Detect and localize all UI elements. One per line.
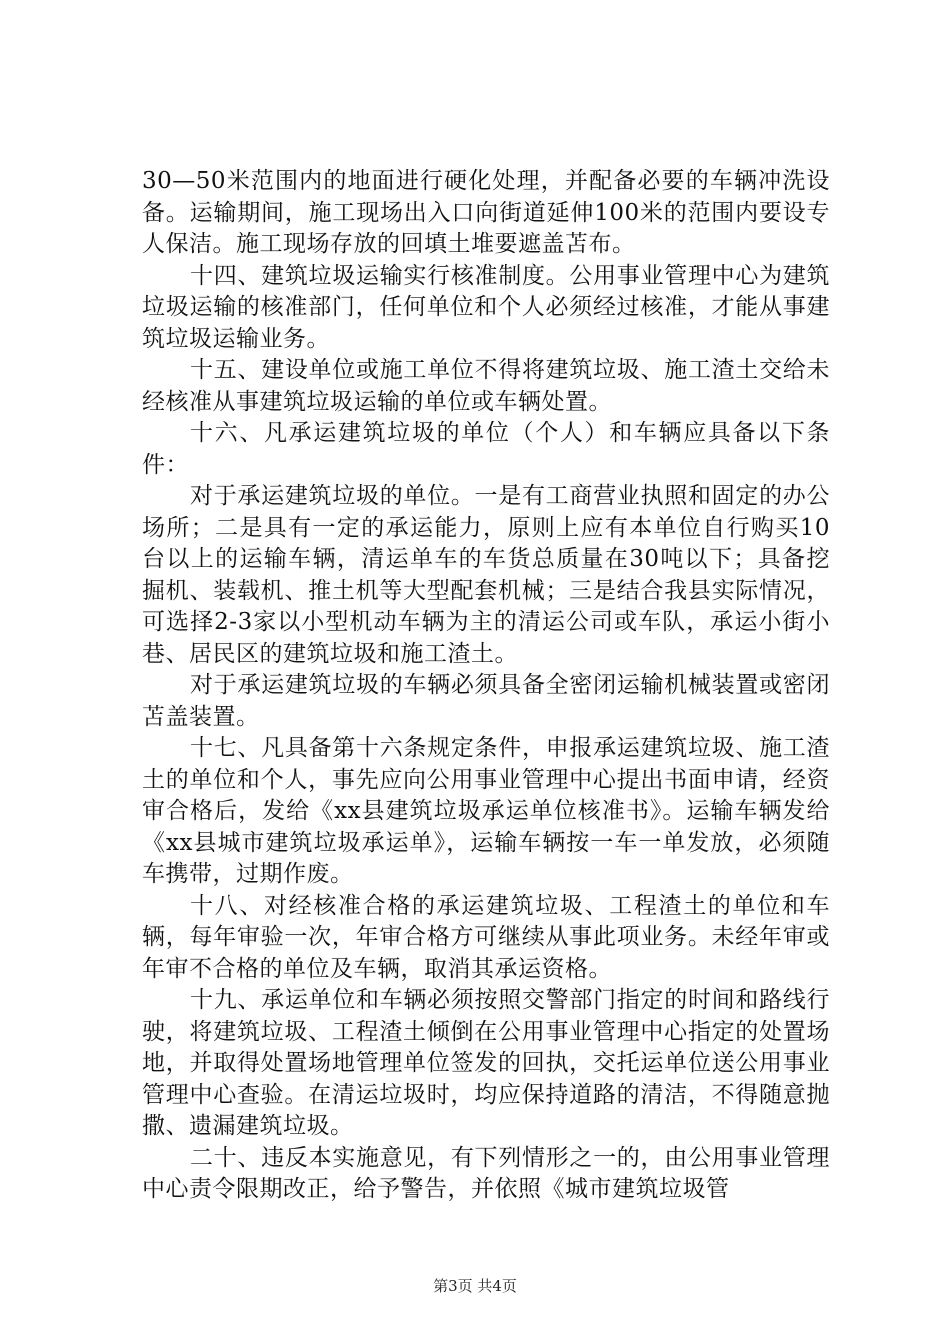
paragraph-vehicle-requirements: 对于承运建筑垃圾的车辆必须具备全密闭运输机械装置或密闭苫盖装置。 [142, 672, 830, 730]
paragraph-unit-requirements: 对于承运建筑垃圾的单位。一是有工商营业执照和固定的办公场所；二是具有一定的承运能力，原则上应有本单位自行购买10台以上的运输车辆，清运单车的车货总质量在30吨以下；具备挖掘机、装载机、推土机等大型配套机械；三是结合我县实际情况，可选择2-3家以小型机动车辆为主的清运公司或车队，承运小街小巷、居民区的建筑垃圾和施工渣土。 [142, 483, 830, 667]
paragraph-continuation: 30—50米范围内的地面进行硬化处理，并配备必要的车辆冲洗设备。运输期间，施工现场出入口向街道延伸100米的范围内要设专人保洁。施工现场存放的回填土堆要遮盖苫布。 [142, 168, 830, 257]
document-body [142, 166, 830, 1206]
page-number-footer: 第3页 共4页 [433, 1277, 517, 1295]
paragraph-article-19: 十九、承运单位和车辆必须按照交警部门指定的时间和路线行驶，将建筑垃圾、工程渣土倾倒在公用事业管理中心指定的处置场地，并取得处置场地管理单位签发的回执，交托运单位送公用事业管理中心查验。在清运垃圾时，均应保持道路的清洁，不得随意抛撒、遗漏建筑垃圾。 [142, 987, 830, 1139]
paragraph-article-20: 二十、违反本实施意见，有下列情形之一的，由公用事业管理中心责令限期改正，给予警告，并依照《城市建筑垃圾管 [142, 1144, 830, 1202]
paragraph-article-14: 十四、建筑垃圾运输实行核准制度。公用事业管理中心为建筑垃圾运输的核准部门，任何单位和个人必须经过核准，才能从事建筑垃圾运输业务。 [142, 262, 830, 352]
paragraph-article-18: 十八、对经核准合格的承运建筑垃圾、工程渣土的单位和车辆，每年审验一次，年审合格方可继续从事此项业务。未经年审或年审不合格的单位及车辆，取消其承运资格。 [142, 892, 830, 982]
paragraph-article-16: 十六、凡承运建筑垃圾的单位（个人）和车辆应具备以下条件： [142, 420, 830, 478]
paragraph-article-15: 十五、建设单位或施工单位不得将建筑垃圾、施工渣土交给未经核准从事建筑垃圾运输的单位或车辆处置。 [142, 357, 830, 415]
paragraph-article-17: 十七、凡具备第十六条规定条件，申报承运建筑垃圾、施工渣土的单位和个人，事先应向公用事业管理中心提出书面申请，经资审合格后，发给《xx县建筑垃圾承运单位核准书》。运输车辆发给《xx县城市建筑垃圾承运单》，运输车辆按一车一单发放，必须随车携带，过期作废。 [142, 735, 830, 887]
